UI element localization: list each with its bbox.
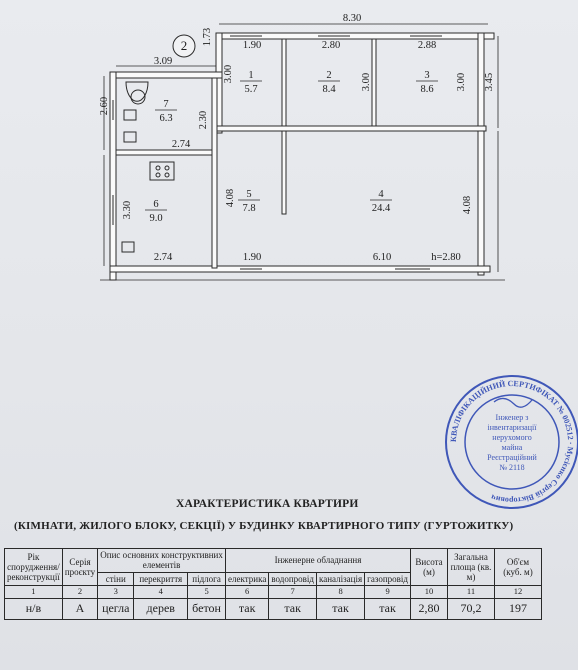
room-2-area: 8.4 bbox=[322, 84, 336, 95]
dim-r2-height: 3.00 bbox=[361, 72, 372, 92]
apartment-number: 2 bbox=[180, 38, 188, 53]
dim-r7-height: 2.60 bbox=[99, 96, 110, 116]
value-sewer: так bbox=[317, 599, 365, 620]
wall-r5-r4 bbox=[282, 131, 286, 214]
dim-r2-width: 2.80 bbox=[321, 40, 341, 51]
room-7-number: 7 bbox=[163, 99, 169, 110]
index-cell: 12 bbox=[495, 586, 542, 599]
dim-left-width: 3.09 bbox=[153, 56, 173, 67]
signature-mark bbox=[494, 398, 532, 407]
characteristic-subtitle: (КІМНАТИ, ЖИЛОГО БЛОКУ, СЕКЦІЇ) У БУДИНКУ КВАРТИРНОГО ТИПУ (ГУРТОЖИТКУ) bbox=[14, 520, 514, 532]
stamp-line-6: № 2118 bbox=[499, 463, 525, 472]
dim-r5-height: 4.08 bbox=[225, 188, 236, 208]
room-6-area: 9.0 bbox=[149, 213, 163, 224]
fixture-icon bbox=[124, 132, 136, 142]
sub-water: водопровід bbox=[269, 572, 317, 585]
floor-plan bbox=[0, 0, 578, 300]
room-2-number: 2 bbox=[326, 70, 332, 81]
table-values-row bbox=[5, 599, 542, 620]
value-walls: цегла bbox=[98, 599, 134, 620]
col-volume: Об'єм (куб. м) bbox=[495, 549, 542, 586]
value-flooring: бетон bbox=[188, 599, 226, 620]
sub-electric: електрика bbox=[226, 572, 269, 585]
index-cell: 1 bbox=[5, 586, 63, 599]
official-stamp bbox=[442, 372, 578, 512]
wall-corridor bbox=[216, 126, 486, 131]
value-water: так bbox=[269, 599, 317, 620]
sub-flooring: підлога bbox=[188, 572, 226, 585]
sub-floors: перекриття bbox=[134, 572, 188, 585]
col-series: Серія проєкту bbox=[62, 549, 97, 586]
col-height: Висота (м) bbox=[411, 549, 448, 586]
dim-top-height: 1.73 bbox=[202, 27, 213, 47]
characteristic-title: ХАРАКТЕРИСТИКА КВАРТИРИ bbox=[176, 498, 359, 510]
dim-total-width: 8.30 bbox=[342, 13, 362, 24]
sink-icon bbox=[131, 90, 145, 104]
dim-bottom-right: 6.10 bbox=[372, 252, 392, 263]
stamp-ring-text: КВАЛІФІКАЦІЙНИЙ СЕРТИФІКАТ № 002512 · Мусієнко Сергій Вікторович bbox=[448, 378, 576, 506]
wall-r7-r5 bbox=[212, 78, 217, 268]
col-structure: Опис основних конструктивних елементів bbox=[98, 549, 226, 573]
index-cell: 2 bbox=[62, 586, 97, 599]
toilet-icon bbox=[124, 110, 136, 120]
stove-icon bbox=[150, 162, 174, 180]
sink-icon bbox=[122, 242, 134, 252]
index-cell: 8 bbox=[317, 586, 365, 599]
value-series: А bbox=[62, 599, 97, 620]
col-area: Загальна площа (кв. м) bbox=[448, 549, 495, 586]
col-engineering: Інженерне обладнання bbox=[226, 549, 411, 573]
index-cell: 10 bbox=[411, 586, 448, 599]
room-1-area: 5.7 bbox=[244, 84, 258, 95]
room-5-area: 7.8 bbox=[242, 203, 256, 214]
index-cell: 7 bbox=[269, 586, 317, 599]
dim-bottom-mid: 1.90 bbox=[242, 252, 262, 263]
index-cell: 11 bbox=[448, 586, 495, 599]
room-3-area: 8.6 bbox=[420, 84, 434, 95]
dim-right-height: 3.45 bbox=[484, 72, 495, 92]
room-5-number: 5 bbox=[246, 189, 252, 200]
dim-r7-bottom: 2.74 bbox=[171, 139, 191, 150]
index-cell: 6 bbox=[226, 586, 269, 599]
room-6-number: 6 bbox=[153, 199, 159, 210]
value-floors: дерев bbox=[134, 599, 188, 620]
stamp-line-2: інвентаризації bbox=[487, 423, 537, 432]
room-7-area: 6.3 bbox=[159, 113, 173, 124]
sub-walls: стіни bbox=[98, 572, 134, 585]
value-volume: 197 bbox=[495, 599, 542, 620]
dim-r6-height: 3.30 bbox=[122, 200, 133, 220]
stamp-line-4: майна bbox=[501, 443, 523, 452]
dim-r4-height: 4.08 bbox=[462, 195, 473, 215]
stamp-line-3: нерухомого bbox=[492, 433, 532, 442]
col-year: Рік спорудження/реконструкції bbox=[5, 549, 63, 586]
value-height: 2,80 bbox=[411, 599, 448, 620]
dim-r3-width: 2.88 bbox=[417, 40, 437, 51]
dim-bottom-left: 2.74 bbox=[153, 252, 173, 263]
value-gas: так bbox=[365, 599, 411, 620]
sub-sewer: каналізація bbox=[317, 572, 365, 585]
characteristic-table bbox=[4, 548, 542, 620]
wall-r7-top bbox=[110, 72, 222, 78]
value-year: н/в bbox=[5, 599, 63, 620]
dim-r3-height: 3.00 bbox=[456, 72, 467, 92]
value-area: 70,2 bbox=[448, 599, 495, 620]
dim-r1-width: 1.90 bbox=[242, 40, 262, 51]
stamp-line-1: Інженер з bbox=[495, 413, 529, 422]
index-cell: 9 bbox=[365, 586, 411, 599]
wall-r7-r6 bbox=[116, 150, 212, 155]
index-cell: 4 bbox=[134, 586, 188, 599]
dim-r7-side: 2.30 bbox=[198, 110, 209, 130]
dim-r1-height: 3.00 bbox=[223, 64, 234, 84]
ceiling-height: h=2.80 bbox=[431, 252, 461, 263]
room-1-number: 1 bbox=[248, 70, 254, 81]
wall-right bbox=[478, 33, 484, 275]
index-cell: 5 bbox=[188, 586, 226, 599]
wall-r1-r2 bbox=[282, 39, 286, 126]
stamp-line-5: Реєстраційний bbox=[487, 453, 537, 462]
wall-r2-r3 bbox=[372, 39, 376, 126]
room-4-area: 24.4 bbox=[371, 203, 391, 214]
room-3-number: 3 bbox=[424, 70, 430, 81]
sub-gas: газопровід bbox=[365, 572, 411, 585]
room-4-number: 4 bbox=[378, 189, 384, 200]
value-electric: так bbox=[226, 599, 269, 620]
wall-bottom bbox=[110, 266, 490, 272]
index-cell: 3 bbox=[98, 586, 134, 599]
table-index-row bbox=[5, 586, 542, 599]
